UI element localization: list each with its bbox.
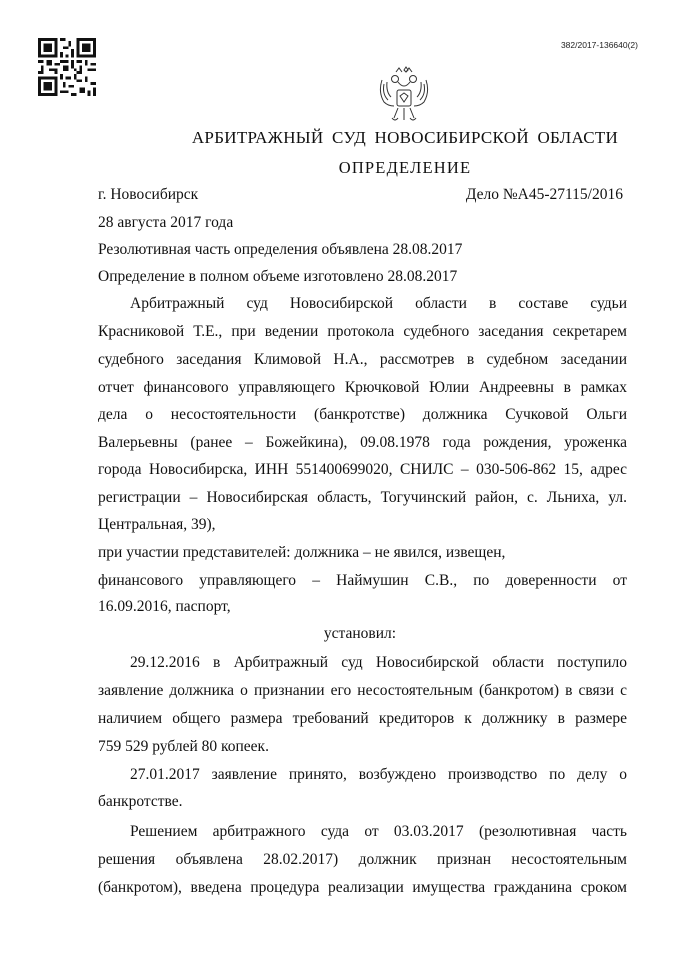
decision-date: 28 августа 2017 года [98, 214, 234, 231]
paragraph-line: Решением арбитражного суда от 03.03.2017 (резолютивная часть [130, 823, 627, 840]
paragraph-line: дела о несостоятельности (банкротстве) должника Сучковой Ольги [98, 406, 627, 423]
paragraph-line: (банкротом), введена процедура реализации имущества гражданина сроком [98, 879, 627, 896]
coat-of-arms-icon [374, 66, 434, 128]
paragraph-line: наличием общего размера требований кредиторов к должнику в размере [98, 710, 627, 727]
full-text-made: Определение в полном объеме изготовлено 28.08.2017 [98, 268, 458, 285]
paragraph-line: Арбитражный суд Новосибирской области в составе судьи [130, 295, 627, 312]
paragraph-line: Центральная, 39), [98, 516, 216, 533]
paragraph-line: 16.09.2016, паспорт, [98, 598, 231, 615]
qr-code-icon [38, 38, 96, 96]
established-heading: установил: [323, 625, 397, 642]
paragraph-line: регистрации – Новосибирская область, Тогучинский район, с. Льниха, ул. [98, 489, 627, 506]
city: г. Новосибирск [98, 186, 199, 203]
paragraph-line: заявление должника о признании его несостоятельным (банкротом) в связи с [98, 682, 627, 699]
paragraph-line: 759 529 рублей 80 копеек. [98, 738, 269, 755]
paragraph-line: решения объявлена 28.02.2017) должник признан несостоятельным [98, 851, 627, 868]
resolution-announced: Резолютивная часть определения объявлена 28.08.2017 [98, 241, 463, 258]
document-id: 382/2017-136640(2) [560, 40, 638, 50]
paragraph-line: города Новосибирска, ИНН 551400699020, СНИЛС – 030-506-862 15, адрес [98, 461, 627, 478]
paragraph-line: при участии представителей: должника – не явился, извещен, [98, 544, 506, 561]
court-name: АРБИТРАЖНЫЙ СУД НОВОСИБИРСКОЙ ОБЛАСТИ [191, 128, 619, 147]
paragraph-line: финансового управляющего – Наймушин С.В., по доверенности от [98, 572, 627, 589]
paragraph-line: 27.01.2017 заявление принято, возбуждено производство по делу о [130, 766, 627, 783]
case-number: Дело №А45-27115/2016 [465, 186, 623, 203]
document-type: ОПРЕДЕЛЕНИЕ [338, 158, 472, 177]
paragraph-line: судебного заседания Климовой Н.А., рассмотрев в судебном заседании [98, 351, 627, 368]
paragraph-line: банкротстве. [98, 793, 183, 810]
paragraph-line: Валерьевны (ранее – Божейкина), 09.08.1978 года рождения, уроженка [98, 434, 627, 451]
paragraph-line: отчет финансового управляющего Крючковой Юлии Андреевны в рамках [98, 379, 627, 396]
paragraph-line: Красниковой Т.Е., при ведении протокола судебного заседания секретарем [98, 323, 627, 340]
paragraph-line: 29.12.2016 в Арбитражный суд Новосибирской области поступило [130, 654, 627, 671]
